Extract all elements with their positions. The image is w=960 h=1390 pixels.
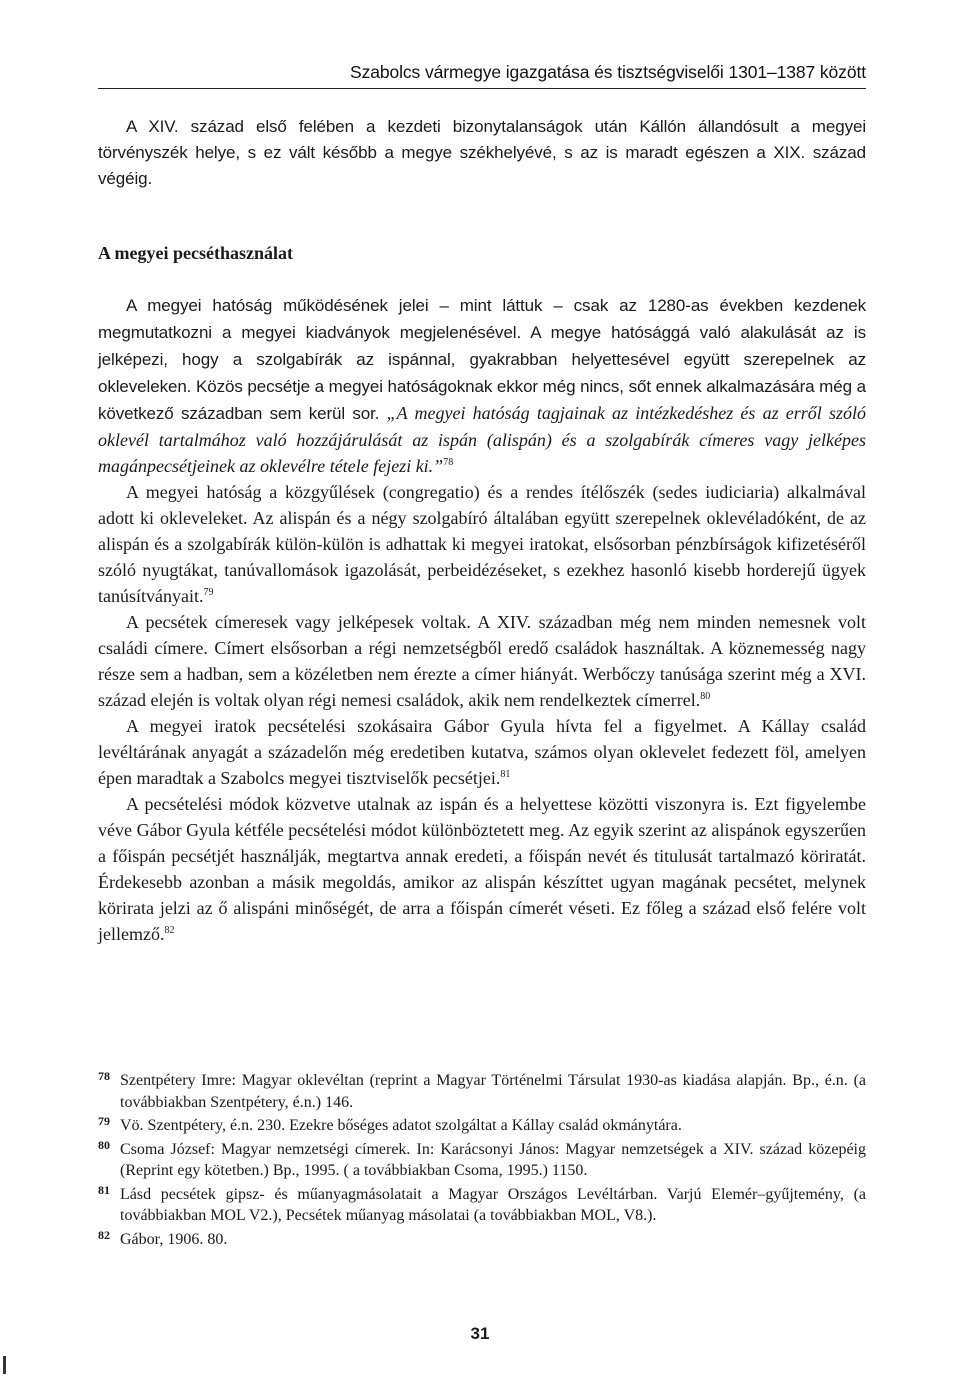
footnote bbox=[98, 1139, 866, 1182]
page-content bbox=[98, 62, 866, 947]
footnote bbox=[98, 1184, 866, 1227]
note-ref-79[interactable]: 79 bbox=[203, 587, 214, 598]
note-ref-81[interactable]: 81 bbox=[500, 769, 511, 780]
paragraph-4 bbox=[98, 713, 866, 791]
paragraph-4-text: A megyei iratok pecsételési szokásaira Gábor Gyula hívta fel a figyelmet. A Kállay család levéltárának anyagát a századelőn még eredetiben kutatva, számos olyan oklevelet fedezett föl, amelyen épen maradtak a Szabolcs megyei tisztviselők pecsétjei. bbox=[98, 716, 866, 788]
footnote-number: 81 bbox=[98, 1182, 110, 1197]
paragraph-2 bbox=[98, 479, 866, 609]
scan-edge-mark bbox=[3, 1356, 6, 1374]
paragraph-1 bbox=[98, 292, 866, 479]
note-ref-80[interactable]: 80 bbox=[700, 691, 711, 702]
footnote-text: Vö. Szentpétery, é.n. 230. Ezekre bőséges adatot szolgáltat a Kállay család okmánytára. bbox=[120, 1117, 682, 1134]
body-text bbox=[98, 114, 866, 947]
running-head: Szabolcs vármegye igazgatása és tisztségviselői 1301–1387 között bbox=[98, 62, 866, 89]
footnote-number: 79 bbox=[98, 1114, 110, 1128]
footnote-number: 78 bbox=[98, 1069, 110, 1083]
paragraph-3 bbox=[98, 609, 866, 713]
paragraph-5 bbox=[98, 791, 866, 947]
paragraph-3-text: A pecsétek címeresek vagy jelképesek voltak. A XIV. században még nem minden nemesnek volt családi címere. Címert elsősorban a régi nemzetségből eredő családok használtak. A köznemesség nagy része sem a hadban, sem a közéletben nem érezte a címer hiányát. Werbőczy tanúsága szerint még a XVI. század elején is voltak olyan régi nemesi családok, akik nem rendelkeztek címerrel. bbox=[98, 612, 866, 710]
footnote-text: Szentpétery Imre: Magyar oklevéltan (reprint a Magyar Történelmi Társulat 1930-as kiadása alapján. Bp., é.n. (a továbbiakban Szentpétery, é.n.) 146. bbox=[120, 1072, 866, 1111]
page-number: 31 bbox=[470, 1324, 490, 1343]
footnote bbox=[98, 1229, 866, 1251]
footnote-text: Lásd pecsétek gipsz- és műanyagmásolatait a Magyar Országos Levéltárban. Varjú Elemér–gyűjtemény, (a továbbiakban MOL V2.), Pecsétek műanyag másolatai (a továbbiakban MOL, V8.). bbox=[120, 1185, 866, 1224]
footnote bbox=[98, 1070, 866, 1113]
footnote-text: Gábor, 1906. 80. bbox=[120, 1230, 228, 1248]
note-ref-78[interactable]: 78 bbox=[443, 457, 454, 468]
footnotes bbox=[98, 1070, 866, 1252]
paragraph-2-text: A megyei hatóság a közgyűlések (congregatio) és a rendes ítélőszék (sedes iudiciaria) alkalmával adott ki okleveleket. Az alispán és a négy szolgabíró általában együtt szerepelnek oklevéladóként, de az alispán és a szolgabírák külön-külön is adhattak ki megyei iratokat, elsősorban pénzbírságok kifizetéséről szóló nyugtákat, tanúvallomások igazolását, perbeidézéseket, s ezekhez hasonló kisebb horderejű ügyek tanúsítványait. bbox=[98, 482, 866, 606]
intro-paragraph: A XIV. század első felében a kezdeti bizonytalanságok után Kállón állandósult a megyei törvényszék helye, s ez vált később a megye székhelyévé, s az is maradt egészen a XIX. század végéig. bbox=[98, 117, 866, 188]
paragraph-1-text: A megyei hatóság működésének jelei – mint láttuk – csak az 1280-as években kezdenek megmutatkozni a megyei kiadványok megjelenésével. A megye hatósággá való alakulását az is jelképezi, hogy a szolgabírák az ispánnal, gyakrabban helyettesével együtt szerepelnek az okleveleken. Közös pecsétje a megyei hatóságoknak ekkor még nincs, sőt ennek alkalmazására még a következő században sem kerül sor. bbox=[98, 296, 866, 423]
paragraph-1-quote: „A megyei hatóság tagjainak az intézkedéshez és az erről szóló oklevél tartalmához való hozzájárulását az ispán (alispán) és a szolgabírák címeres vagy jelképes magánpecsétjeinek az oklevélre tétele fejezi ki.” bbox=[98, 403, 867, 476]
paragraph-5-text: A pecsételési módok közvetve utalnak az ispán és a helyettese közötti viszonyra is. Ezt figyelembe véve Gábor Gyula kétféle pecsételési módot különböztetett meg. Az egyik szerint az alispánok egyszerűen a főispán pecsétjét használják, megtartva annak eredeti, a főispán nevét és titulusát tartalmazó köriratát. Érdekesebb azonban a másik megoldás, amikor az alispán készíttet ugyan magának pecsétet, melynek körirata jelzi az ő alispáni minőségét, de arra a főispán címerét véseti. Ez főleg a század első felére volt jellemző. bbox=[98, 794, 866, 944]
footnote bbox=[98, 1115, 866, 1137]
note-ref-82[interactable]: 82 bbox=[164, 925, 175, 936]
section-heading: A megyei pecséthasználat bbox=[98, 243, 293, 263]
footnote-number: 82 bbox=[98, 1227, 110, 1242]
footnote-text: Csoma József: Magyar nemzetségi címerek. In: Karácsonyi János: Magyar nemzetségek a XIV. század közepéig (Reprint egy kötetben.) Bp., 1995. ( a továbbiakban Csoma, 1995.) 1150. bbox=[120, 1140, 866, 1179]
footnote-number: 80 bbox=[98, 1137, 110, 1152]
